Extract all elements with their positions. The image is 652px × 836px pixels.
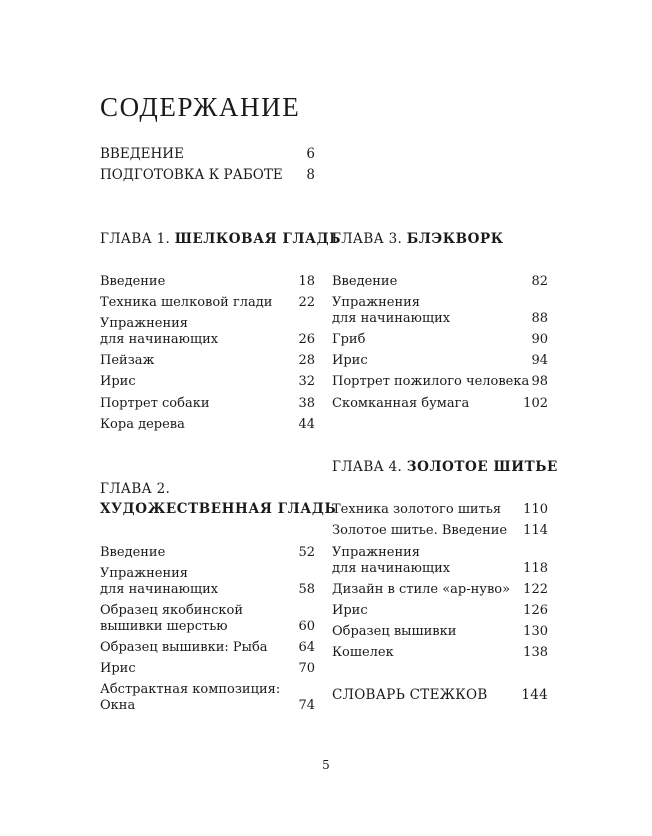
chapter-prefix: ГЛАВА 4. bbox=[332, 459, 403, 475]
page-number: 5 bbox=[322, 758, 330, 772]
chapter-prefix: ГЛАВА 1. bbox=[100, 231, 171, 247]
chapter-name: ЗОЛОТОЕ ШИТЬЕ bbox=[406, 459, 558, 475]
entry-page: 144 bbox=[521, 687, 548, 703]
toc-title: СОДЕРЖАНИЕ bbox=[100, 92, 301, 122]
entry-label: Введение bbox=[332, 274, 398, 289]
entry-page: 102 bbox=[523, 396, 548, 411]
entry-label-line1: Абстрактная композиция: bbox=[100, 682, 281, 697]
chapter-prefix: ГЛАВА 2. bbox=[100, 481, 171, 497]
entry-label: Техника шелковой глади bbox=[100, 295, 273, 310]
chapter-1-heading bbox=[100, 230, 341, 248]
entry-label: СЛОВАРЬ СТЕЖКОВ bbox=[332, 687, 488, 703]
entry-page: 8 bbox=[306, 167, 315, 183]
toc-entry[interactable] bbox=[100, 603, 315, 635]
toc-entry[interactable] bbox=[332, 582, 548, 598]
entry-page: 90 bbox=[531, 332, 548, 347]
chapter-4-heading bbox=[332, 458, 558, 476]
chapter-3-heading bbox=[332, 230, 504, 248]
entry-page: 98 bbox=[531, 374, 548, 389]
entry-label-line1: Образец якобинской bbox=[100, 603, 244, 618]
chapter-2-name bbox=[100, 500, 336, 518]
toc-entry[interactable] bbox=[332, 645, 548, 661]
toc-entry[interactable] bbox=[100, 295, 315, 311]
toc-entry[interactable] bbox=[100, 417, 315, 433]
entry-label: Золотое шитье. Введение bbox=[332, 523, 508, 538]
entry-page: 60 bbox=[298, 619, 315, 634]
entry-page: 58 bbox=[298, 582, 315, 597]
entry-label-line1: Упражнения bbox=[332, 545, 420, 560]
entry-label-line2: Окна bbox=[100, 698, 136, 713]
toc-entry[interactable] bbox=[332, 603, 548, 619]
toc-entry[interactable] bbox=[332, 353, 548, 369]
chapter-name: БЛЭКВОРК bbox=[406, 231, 504, 247]
toc-entry[interactable] bbox=[332, 295, 548, 327]
chapter-name: ШЕЛКОВАЯ ГЛАДЬ bbox=[174, 231, 341, 247]
entry-label: Техника золотого шитья bbox=[332, 502, 502, 517]
entry-label: Образец вышивки bbox=[332, 624, 457, 639]
toc-entry[interactable] bbox=[100, 316, 315, 348]
toc-entry-preparation[interactable] bbox=[100, 167, 315, 183]
entry-label-line2: для начинающих bbox=[100, 582, 219, 597]
entry-label: Пейзаж bbox=[100, 353, 155, 368]
entry-page: 18 bbox=[298, 274, 315, 289]
toc-entry[interactable] bbox=[100, 640, 315, 656]
toc-entry[interactable] bbox=[100, 274, 315, 290]
entry-page: 6 bbox=[306, 146, 315, 162]
toc-entry[interactable] bbox=[100, 661, 315, 677]
entry-page: 22 bbox=[298, 295, 315, 310]
entry-page: 28 bbox=[298, 353, 315, 368]
entry-label: Портрет собаки bbox=[100, 396, 210, 411]
chapter-name: ХУДОЖЕСТВЕННАЯ ГЛАДЬ bbox=[100, 501, 337, 517]
entry-label-line2: для начинающих bbox=[332, 311, 451, 326]
entry-label: Гриб bbox=[332, 332, 366, 347]
toc-entry-introduction[interactable] bbox=[100, 146, 315, 162]
entry-page: 130 bbox=[523, 624, 548, 639]
entry-page: 82 bbox=[531, 274, 548, 289]
entry-page: 110 bbox=[523, 502, 548, 517]
toc-entry[interactable] bbox=[100, 396, 315, 412]
entry-page: 52 bbox=[298, 545, 315, 560]
entry-label-line1: Упражнения bbox=[332, 295, 420, 310]
entry-page: 44 bbox=[298, 417, 315, 432]
toc-entry[interactable] bbox=[332, 396, 548, 412]
entry-page: 138 bbox=[523, 645, 548, 660]
entry-label: Образец вышивки: Рыба bbox=[100, 640, 268, 655]
entry-page: 38 bbox=[298, 396, 315, 411]
toc-entry[interactable] bbox=[100, 682, 315, 714]
entry-label: Кора дерева bbox=[100, 417, 185, 432]
entry-label: Ирис bbox=[100, 661, 136, 676]
toc-entry[interactable] bbox=[332, 624, 548, 640]
entry-label: Портрет пожилого человека bbox=[332, 374, 530, 389]
entry-label-line1: Упражнения bbox=[100, 566, 188, 581]
toc-entry[interactable] bbox=[100, 545, 315, 561]
entry-label-line2: для начинающих bbox=[100, 332, 219, 347]
entry-label: ПОДГОТОВКА К РАБОТЕ bbox=[100, 167, 283, 183]
entry-label: Введение bbox=[100, 274, 166, 289]
entry-label: Кошелек bbox=[332, 645, 394, 660]
toc-entry[interactable] bbox=[332, 332, 548, 348]
entry-page: 122 bbox=[523, 582, 548, 597]
entry-page: 114 bbox=[523, 523, 548, 538]
toc-entry[interactable] bbox=[332, 545, 548, 577]
entry-label: Ирис bbox=[100, 374, 136, 389]
entry-label: Дизайн в стиле «ар-нуво» bbox=[332, 582, 511, 597]
entry-label: Скомканная бумага bbox=[332, 396, 470, 411]
chapter-prefix: ГЛАВА 3. bbox=[332, 231, 403, 247]
entry-page: 32 bbox=[298, 374, 315, 389]
entry-page: 26 bbox=[298, 332, 315, 347]
toc-entry[interactable] bbox=[332, 274, 548, 290]
entry-page: 94 bbox=[531, 353, 548, 368]
entry-label: Ирис bbox=[332, 353, 368, 368]
toc-entry[interactable] bbox=[332, 374, 548, 390]
entry-page: 70 bbox=[298, 661, 315, 676]
entry-page: 126 bbox=[523, 603, 548, 618]
entry-label-line1: Упражнения bbox=[100, 316, 188, 331]
entry-page: 64 bbox=[298, 640, 315, 655]
entry-label: Ирис bbox=[332, 603, 368, 618]
entry-label-line2: вышивки шерстью bbox=[100, 619, 228, 634]
chapter-2-heading bbox=[100, 480, 170, 498]
entry-page: 88 bbox=[531, 311, 548, 326]
toc-entry[interactable] bbox=[332, 523, 548, 539]
entry-label-line2: для начинающих bbox=[332, 561, 451, 576]
toc-entry[interactable] bbox=[100, 566, 315, 598]
toc-entry[interactable] bbox=[332, 502, 548, 518]
toc-entry[interactable] bbox=[100, 374, 315, 390]
entry-label: Введение bbox=[100, 545, 166, 560]
entry-label: ВВЕДЕНИЕ bbox=[100, 146, 184, 162]
toc-entry[interactable] bbox=[100, 353, 315, 369]
toc-entry-glossary[interactable] bbox=[332, 687, 548, 703]
entry-page: 118 bbox=[523, 561, 548, 576]
entry-page: 74 bbox=[298, 698, 315, 713]
